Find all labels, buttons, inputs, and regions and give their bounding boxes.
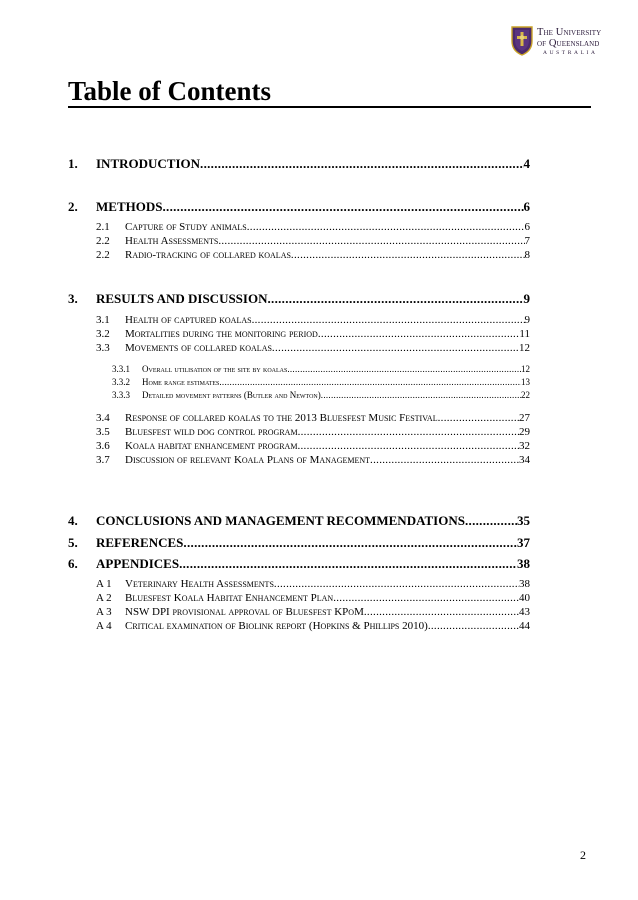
entry-number: 3.5 (96, 426, 110, 438)
entry-number: 3.3.2 (112, 377, 130, 387)
page-number: 38 (519, 578, 530, 590)
toc-entry[interactable] (96, 221, 530, 235)
section-title: REFERENCES (96, 535, 184, 550)
page-footer-number: 2 (580, 848, 586, 862)
entry-number: 2.2 (96, 249, 110, 261)
toc-section-4 (68, 513, 530, 531)
page-number: 9 (523, 291, 530, 306)
page-number: 32 (519, 440, 530, 452)
page-number: 7 (524, 235, 530, 247)
toc-entry[interactable] (96, 592, 530, 606)
entry-number: 3.3.3 (112, 390, 130, 400)
toc-subentry[interactable] (112, 390, 530, 403)
entry-title: Bluesfest Koala Habitat Enhancement Plan (125, 592, 334, 604)
page-number: 6 (524, 221, 530, 233)
crest-icon (511, 26, 533, 56)
toc-entry-appendices[interactable] (68, 556, 530, 574)
dot-leader (428, 620, 519, 632)
university-logo (511, 26, 626, 62)
dot-leader (183, 535, 517, 551)
entry-number: 3.3 (96, 342, 110, 354)
toc-section-3 (68, 291, 530, 468)
toc-entry[interactable] (96, 440, 530, 454)
entry-number: A 3 (96, 606, 112, 618)
section-number: 4. (68, 513, 78, 528)
dot-leader (298, 426, 519, 438)
page-number: 12 (519, 342, 530, 354)
logo-line-1: The University (537, 27, 602, 38)
entry-number: 3.3.1 (112, 364, 130, 374)
entry-title: Critical examination of Biolink report (Hopkins & Phillips 2010) (125, 620, 428, 632)
toc-entry-conclusions[interactable] (68, 513, 530, 531)
page-number: 27 (519, 412, 530, 424)
toc-entry[interactable] (96, 578, 530, 592)
section-title: METHODS (96, 199, 163, 214)
dot-leader (370, 454, 519, 466)
entry-title: Detailed movement patterns (Butler and Newton) (142, 390, 321, 400)
entry-title: Radio-tracking of collared koalas (125, 249, 291, 261)
page-number: 44 (519, 620, 530, 632)
toc-section-6 (68, 556, 530, 634)
entry-title: Mortalities during the monitoring period (125, 328, 318, 340)
page-number: 37 (517, 535, 530, 550)
section-number: 6. (68, 556, 78, 571)
section-number: 2. (68, 199, 78, 214)
page-number: 12 (521, 364, 530, 374)
entry-number: 3.4 (96, 412, 110, 424)
section-number: 1. (68, 156, 78, 171)
entry-title: Home range estimates (142, 377, 220, 387)
toc-entry[interactable] (96, 342, 530, 356)
dot-leader (247, 221, 525, 233)
entry-number: 2.1 (96, 221, 110, 233)
toc-section-5 (68, 535, 530, 553)
toc-entry[interactable] (96, 235, 530, 249)
page-number: 11 (519, 328, 530, 340)
dot-leader (291, 249, 525, 261)
entry-number: 2.2 (96, 235, 110, 247)
entry-number: 3.2 (96, 328, 110, 340)
toc-entry-methods[interactable] (68, 199, 530, 217)
toc-entry[interactable] (96, 412, 530, 426)
logo-line-2: of Queensland (537, 38, 600, 49)
entry-title: Capture of Study animals (125, 221, 247, 233)
dot-leader (274, 578, 519, 590)
section-title: APPENDICES (96, 556, 180, 571)
toc-entry-references[interactable] (68, 535, 530, 553)
entry-number: A 2 (96, 592, 112, 604)
entry-title: Movements of collared koalas (125, 342, 272, 354)
entry-title: Discussion of relevant Koala Plans of Management (125, 454, 371, 466)
page-number: 9 (524, 314, 530, 326)
page-number: 29 (519, 426, 530, 438)
toc-entry-introduction[interactable] (68, 156, 530, 174)
dot-leader (200, 156, 523, 172)
entry-number: 3.1 (96, 314, 110, 326)
dot-leader (162, 199, 523, 215)
entry-number: A 1 (96, 578, 112, 590)
title-divider (68, 106, 591, 108)
entry-title: Health of captured koalas (125, 314, 252, 326)
dot-leader (321, 390, 521, 400)
toc-entry[interactable] (96, 249, 530, 263)
page-number: 8 (524, 249, 530, 261)
page-number: 22 (521, 390, 530, 400)
page-number: 34 (519, 454, 530, 466)
entry-title: Bluesfest wild dog control program (125, 426, 298, 438)
entry-number: 3.7 (96, 454, 110, 466)
page-number: 38 (517, 556, 530, 571)
section-title: CONCLUSIONS AND MANAGEMENT RECOMMENDATIONS (96, 513, 465, 528)
entry-title: Health Assessments (125, 235, 219, 247)
section-number: 5. (68, 535, 78, 550)
entry-title: Koala habitat enhancement program (125, 440, 298, 452)
toc-entry[interactable] (96, 426, 530, 440)
page-number: 4 (523, 156, 530, 171)
page-number: 43 (519, 606, 530, 618)
entry-title: Response of collared koalas to the 2013 Bluesfest Music Festival (125, 412, 438, 424)
dot-leader (318, 328, 520, 340)
entry-title: NSW DPI provisional approval of Bluesfest KPoM (125, 606, 364, 618)
dot-leader (272, 342, 519, 354)
toc-entry[interactable] (96, 620, 530, 634)
page-number: 6 (523, 199, 530, 214)
entry-title: Veterinary Health Assessments (125, 578, 274, 590)
logo-line-3: AUSTRALIA (543, 50, 598, 56)
toc-subentry[interactable] (112, 377, 530, 390)
dot-leader (333, 592, 519, 604)
dot-leader (297, 440, 519, 452)
dot-leader (219, 377, 521, 387)
toc-section-2 (68, 199, 530, 263)
page-number: 13 (521, 377, 530, 387)
page-number: 35 (517, 513, 530, 528)
toc-entry[interactable] (96, 454, 530, 468)
section-number: 3. (68, 291, 78, 306)
dot-leader (438, 412, 519, 424)
toc-subentry[interactable] (112, 364, 530, 377)
dot-leader (179, 556, 517, 572)
entry-number: 3.6 (96, 440, 110, 452)
dot-leader (364, 606, 519, 618)
dot-leader (287, 364, 521, 374)
toc-entry[interactable] (96, 314, 530, 328)
dot-leader (252, 314, 525, 326)
page-title: Table of Contents (68, 76, 272, 106)
toc-entry[interactable] (96, 328, 530, 342)
entry-number: A 4 (96, 620, 112, 632)
toc-section-1 (68, 156, 530, 174)
toc-entry-results[interactable] (68, 291, 530, 309)
entry-title: Overall utilisation of the site by koalas (142, 364, 288, 374)
page-number: 40 (519, 592, 530, 604)
section-title: INTRODUCTION (96, 156, 201, 171)
section-title: RESULTS AND DISCUSSION (96, 291, 268, 306)
dot-leader (267, 291, 523, 307)
dot-leader (218, 235, 524, 247)
toc-entry[interactable] (96, 606, 530, 620)
dot-leader (465, 513, 517, 529)
